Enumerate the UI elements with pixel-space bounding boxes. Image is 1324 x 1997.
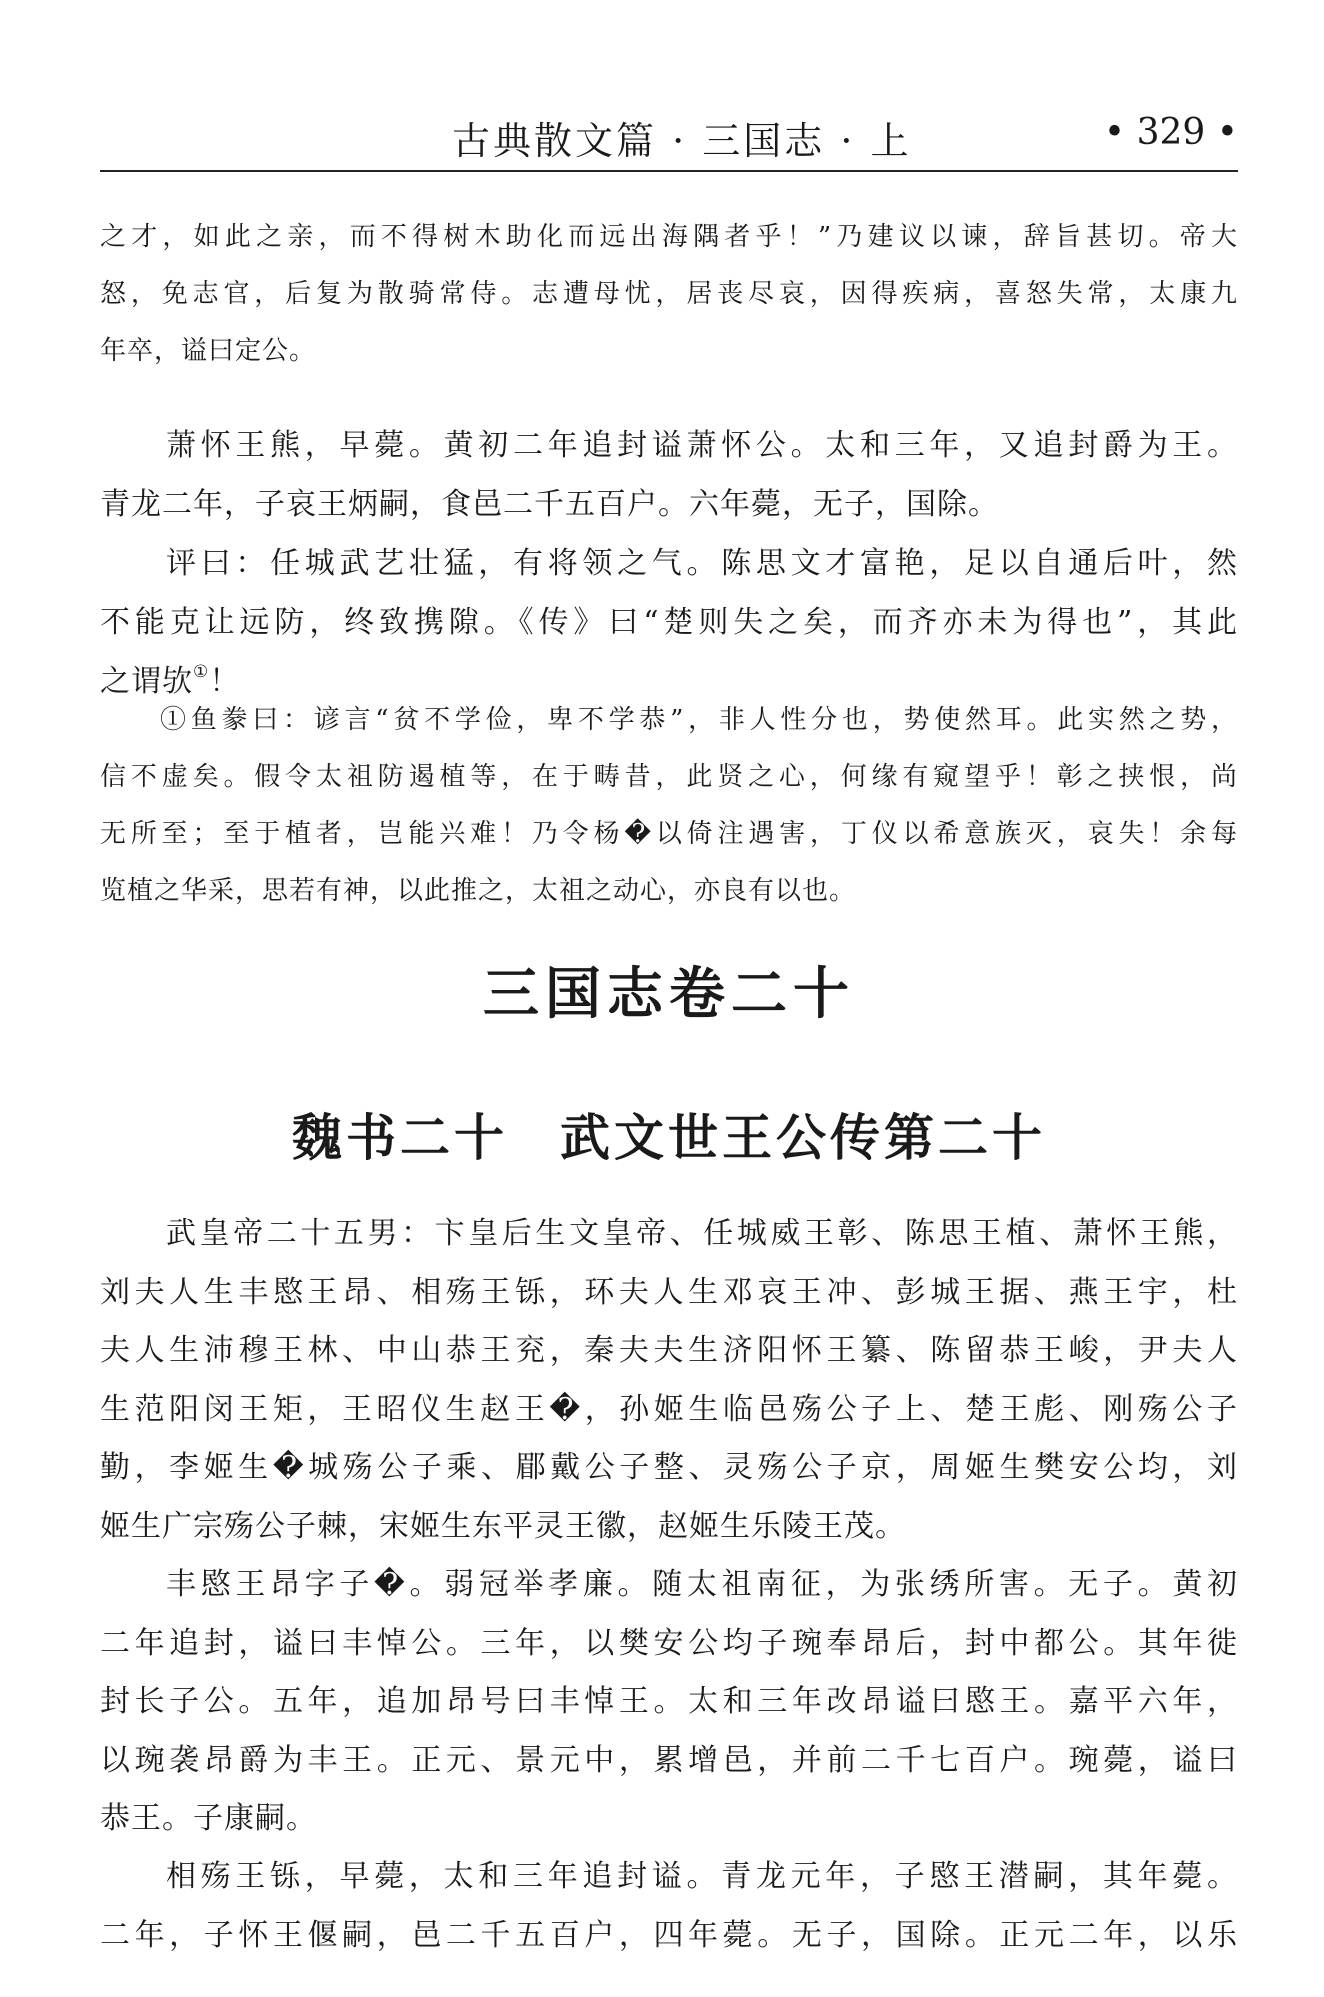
text-line: 勤，李姬生�城殇公子乘、郿戴公子整、灵殇公子京，周姬生樊安公均，刘 [100, 1450, 1238, 1485]
text-line: 评曰：任城武艺壮猛，有将领之气。陈思文才富艳，足以自通后叶，然 [166, 546, 1238, 581]
footnote-line: ①鱼豢曰：谚言“贫不学俭，卑不学恭”，非人性分也，势使然耳。此实然之势， [160, 705, 1238, 735]
running-title: 古典散文篇 · 三国志 · 上 [452, 119, 912, 163]
footnote-block [100, 692, 1238, 920]
section-title-part2: 武文世王公传第二十 [560, 1109, 1046, 1167]
text-line: 以琬袭昂爵为丰王。正元、景元中，累增邑，并前二千七百户。琬薨，谥曰 [100, 1742, 1238, 1778]
text-line: 姬生广宗殇公子棘，宋姬生东平灵王徽，赵姬生乐陵王茂。 [100, 1508, 906, 1544]
page-header [100, 108, 1238, 172]
section-title-part1: 魏书二十 [292, 1109, 508, 1167]
ping-yue-paragraph [100, 534, 1238, 711]
text-line: 萧怀王熊，早薨。黄初二年追封谥萧怀公。太和三年，又追封爵为王。 [166, 428, 1238, 463]
volume-title: 三国志卷二十 [483, 962, 855, 1027]
text-line: 生范阳闵王矩，王昭仪生赵王�，孙姬生临邑殇公子上、楚王彪、刚殇公子 [100, 1391, 1238, 1427]
wu-huangdi-paragraph [100, 1205, 1238, 1556]
text-line: 武皇帝二十五男：卞皇后生文皇帝、任城威王彰、陈思王植、萧怀王熊， [166, 1216, 1238, 1251]
text-segment: ！ [209, 664, 241, 699]
section-title [100, 1098, 1238, 1170]
xiao-huai-paragraph [100, 416, 1238, 534]
feng-min-paragraph [100, 1556, 1238, 1849]
text-line: 青龙二年，子哀王炳嗣，食邑二千五百户。六年薨，无子，国除。 [100, 487, 999, 522]
text-line: 二年追封，谥曰丰悼公。三年，以樊安公均子琬奉昂后，封中都公。其年徙 [100, 1625, 1238, 1661]
text-line: 恭王。子康嗣。 [100, 1801, 317, 1836]
footnote-line: 无所至；至于植者，岂能兴难！乃令杨�以倚注遇害，丁仪以希意族灭，哀失！余每 [100, 819, 1238, 849]
text-segment: 之谓欤 [100, 664, 193, 699]
text-line: 年卒，谥曰定公。 [100, 336, 317, 366]
footnote-marker: ① [193, 662, 210, 682]
text-line: 之才，如此之亲，而不得树木助化而远出海隅者乎！”乃建议以谏，辞旨甚切。帝大 [100, 222, 1238, 252]
footnote-line: 信不虚矣。假令太祖防遏植等，在于畴昔，此贤之心，何缘有窥望乎！彰之挟恨，尚 [100, 762, 1238, 792]
text-line: 二年，子怀王偃嗣，邑二千五百户，四年薨。无子，国除。正元二年，以乐 [100, 1917, 1238, 1953]
text-line: 刘夫人生丰愍王昂、相殇王铄，环夫人生邓哀王冲、彭城王据、燕王宇，杜 [100, 1274, 1238, 1310]
continuation-paragraph [100, 209, 1238, 380]
page-number: • 329 • [1103, 112, 1238, 153]
xiang-shang-paragraph [100, 1848, 1238, 1965]
text-line: 相殇王铄，早薨，太和三年追封谥。青龙元年，子愍王潜嗣，其年薨。 [166, 1859, 1238, 1894]
text-line: 不能克让远防，终致携隙。《传》曰“楚则失之矣，而齐亦未为得也”，其此 [100, 605, 1238, 640]
text-line: 封长子公。五年，追加昂号曰丰悼王。太和三年改昂谥曰愍王。嘉平六年， [100, 1684, 1238, 1719]
text-line: 怒，免志官，后复为散骑常侍。志遭母忧，居丧尽哀，因得疾病，喜怒失常，太康九 [100, 279, 1238, 309]
text-line: 夫人生沛穆王林、中山恭王兖，秦夫夫生济阳怀王纂、陈留恭王峻，尹夫人 [100, 1333, 1238, 1368]
footnote-line: 览植之华采，思若有神，以此推之，太祖之动心，亦良有以也。 [100, 876, 857, 906]
text-line: 丰愍王昂字子�。弱冠举孝廉。随太祖南征，为张绣所害。无子。黄初 [166, 1567, 1238, 1602]
